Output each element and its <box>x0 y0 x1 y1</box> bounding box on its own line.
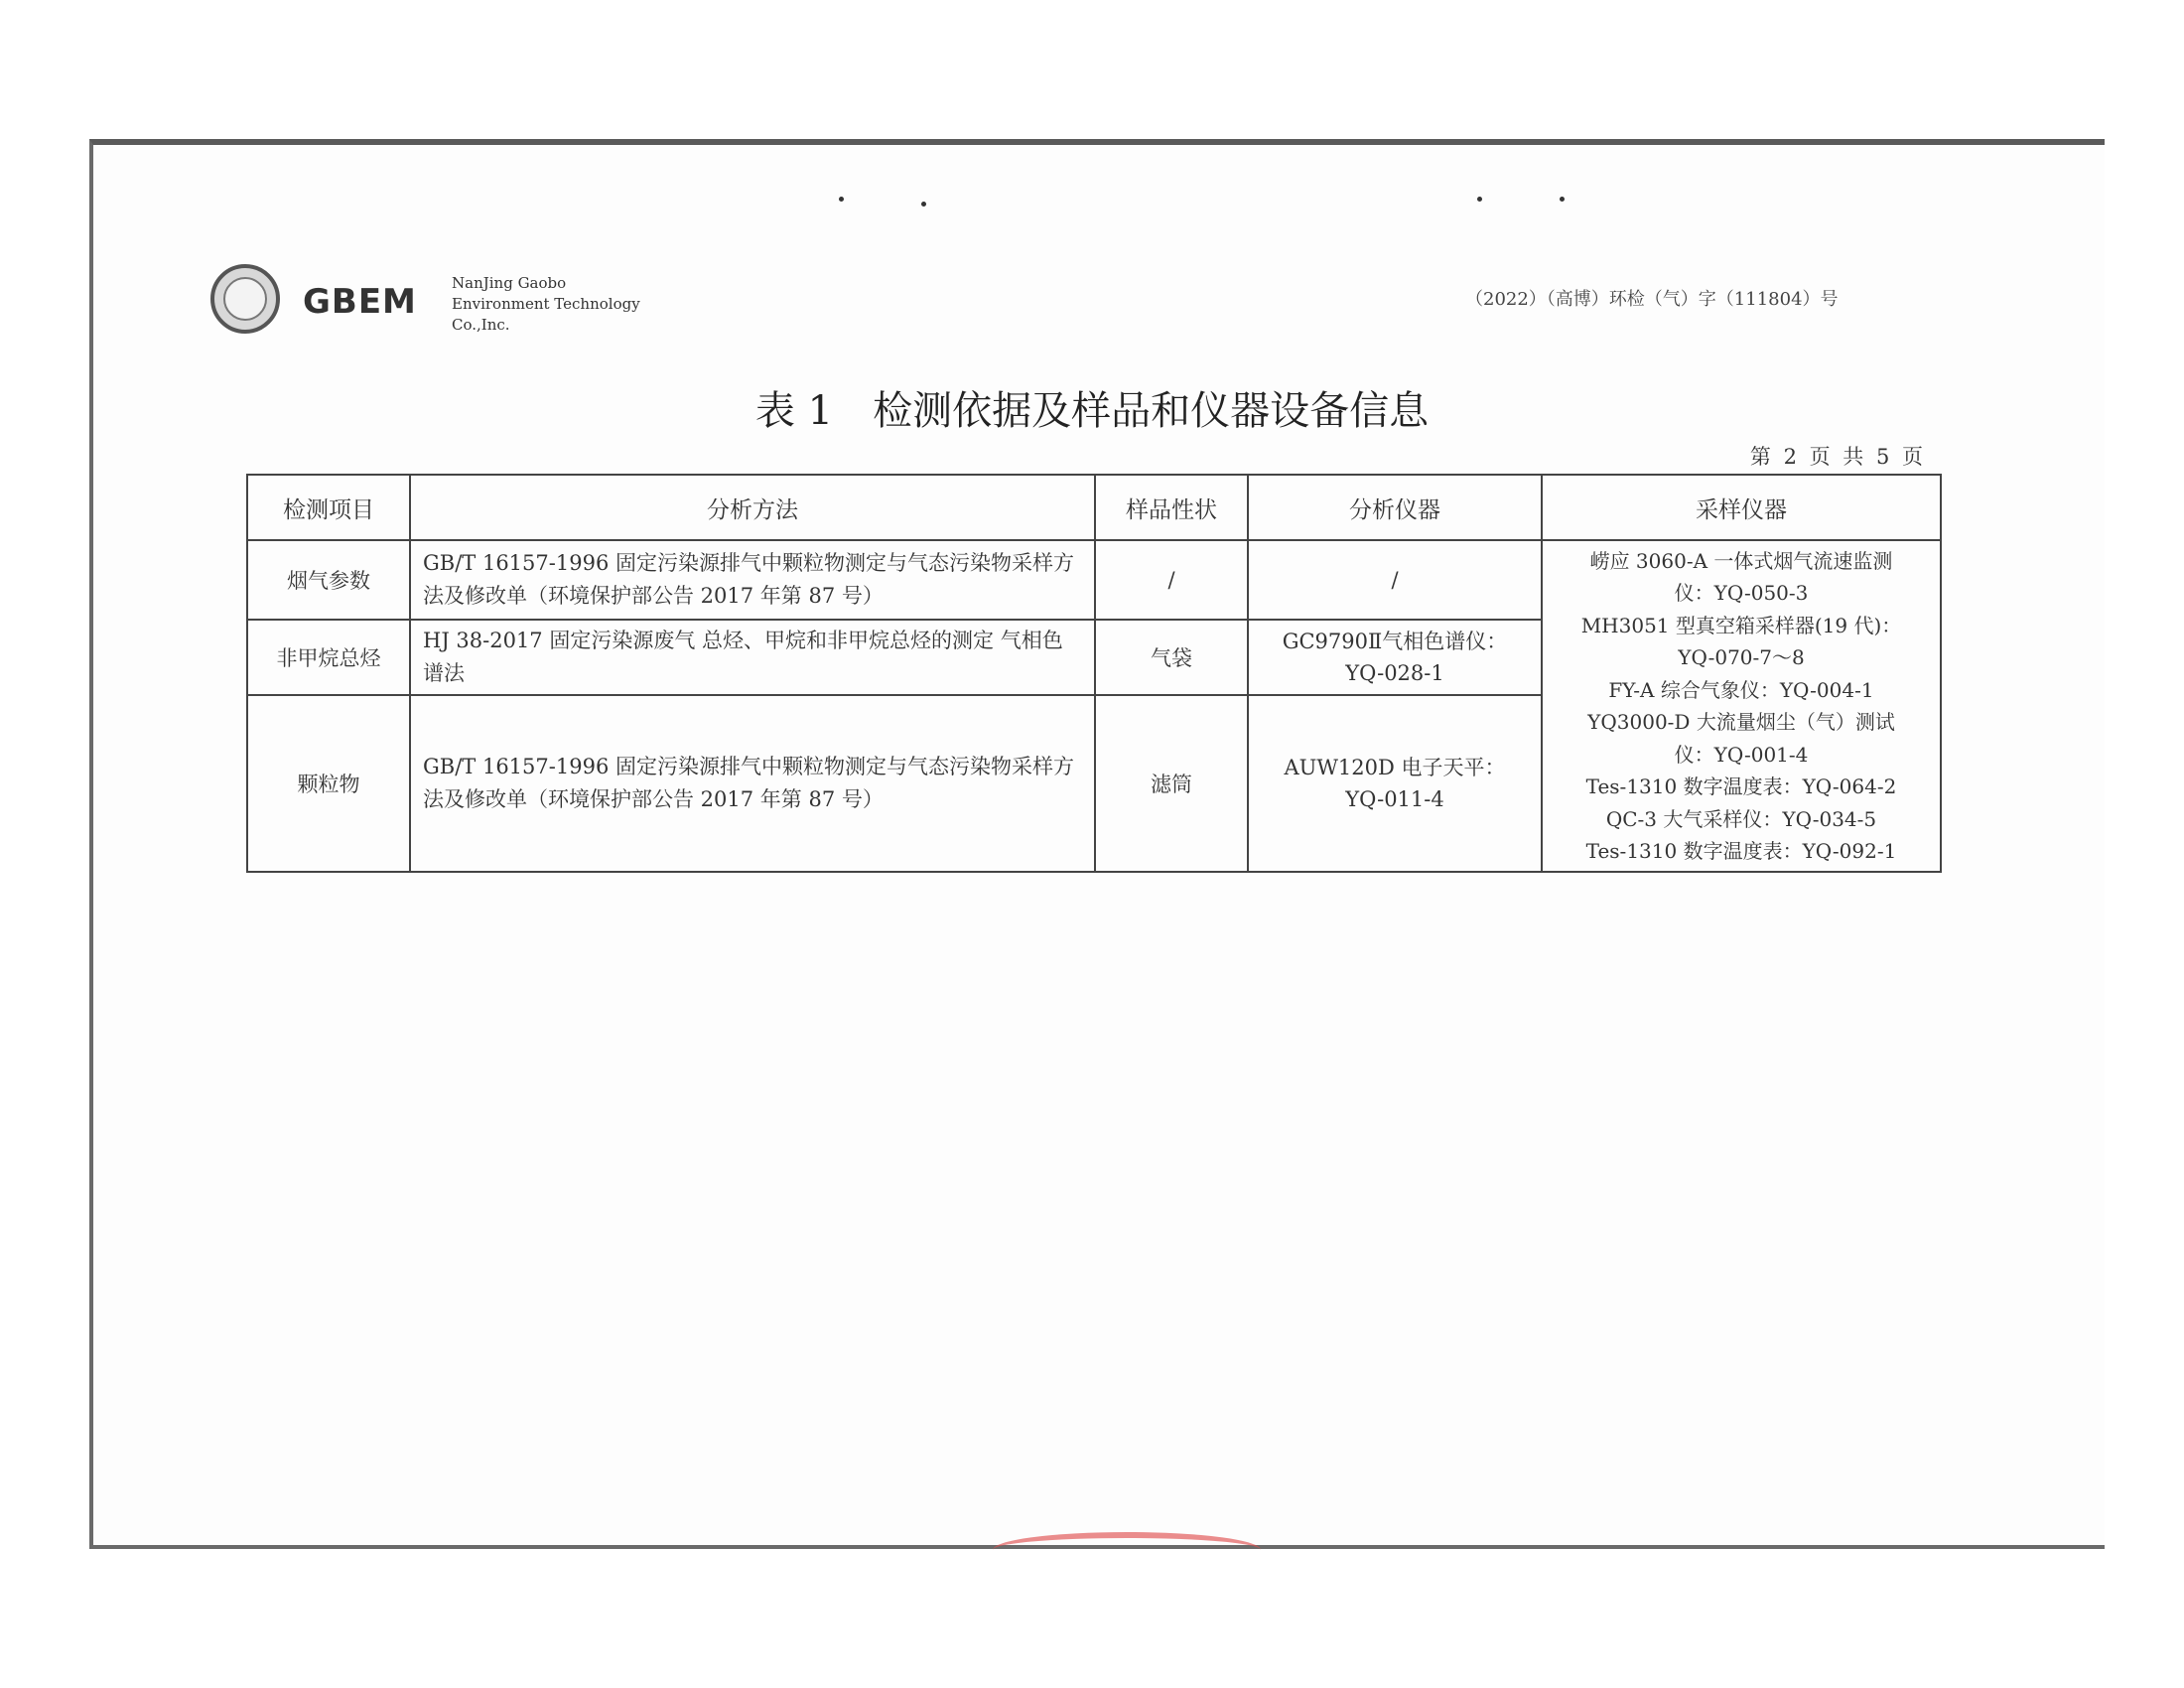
scan-speck <box>839 197 844 202</box>
header-item: 检测项目 <box>247 475 410 540</box>
table-title: 表 1 检测依据及样品和仪器设备信息 <box>754 388 1430 434</box>
sampling-line: Tes-1310 数字温度表：YQ-092-1 <box>1585 839 1897 863</box>
company-line: Co.,Inc. <box>452 316 510 334</box>
sampling-line: QC-3 大气采样仪：YQ-034-5 <box>1605 806 1877 831</box>
header-sample: 样品性状 <box>1095 475 1248 540</box>
company-seal-logo-icon <box>210 264 280 334</box>
document-number: （2022）（高博）环检（气）字（111804）号 <box>1465 289 1839 310</box>
cell-item: 颗粒物 <box>247 695 410 872</box>
cell-analyzer <box>1248 540 1542 620</box>
analyzer-line: YQ-011-4 <box>1345 787 1444 811</box>
analyzer-line: / <box>1391 568 1399 592</box>
cell-method: GB/T 16157-1996 固定污染源排气中颗粒物测定与气态污染物采样方法及修改单（环境保护部公告 2017 年第 87 号） <box>410 540 1095 620</box>
brand-name: GBEM <box>303 282 417 322</box>
cell-sample: 滤筒 <box>1095 695 1248 872</box>
analyzer-line: YQ-028-1 <box>1345 661 1444 685</box>
sampling-line: Tes-1310 数字温度表：YQ-064-2 <box>1585 774 1897 798</box>
company-line: NanJing Gaobo <box>452 274 567 292</box>
header-sampling: 采样仪器 <box>1542 475 1941 540</box>
sampling-line: 仪：YQ-001-4 <box>1674 742 1809 767</box>
cell-sample: / <box>1095 540 1248 620</box>
cell-method: GB/T 16157-1996 固定污染源排气中颗粒物测定与气态污染物采样方法及修改单（环境保护部公告 2017 年第 87 号） <box>410 695 1095 872</box>
scan-speck <box>1477 197 1482 202</box>
sampling-line: 崂应 3060-A 一体式烟气流速监测 <box>1589 548 1893 573</box>
cell-sampling-instruments <box>1542 540 1941 872</box>
sampling-line: 仪：YQ-050-3 <box>1674 581 1809 605</box>
cell-item: 烟气参数 <box>247 540 410 620</box>
header-method: 分析方法 <box>410 475 1095 540</box>
sampling-line: YQ-070-7～8 <box>1678 645 1805 669</box>
sampling-line: MH3051 型真空箱采样器(19 代)： <box>1580 613 1902 637</box>
cell-item: 非甲烷总烃 <box>247 620 410 695</box>
company-line: Environment Technology <box>452 295 640 313</box>
scan-speck <box>1560 197 1565 202</box>
header-analyzer: 分析仪器 <box>1248 475 1542 540</box>
page-indicator: 第 2 页 共 5 页 <box>1749 445 1926 469</box>
sampling-line: YQ3000-D 大流量烟尘（气）测试 <box>1587 710 1895 734</box>
cell-analyzer <box>1248 695 1542 872</box>
detection-info-table <box>246 474 1942 873</box>
table-row <box>247 540 1941 620</box>
cell-method: HJ 38-2017 固定污染源废气 总烃、甲烷和非甲烷总烃的测定 气相色谱法 <box>410 620 1095 695</box>
sampling-line: FY-A 综合气象仪：YQ-004-1 <box>1608 677 1874 702</box>
cell-sample: 气袋 <box>1095 620 1248 695</box>
company-name <box>452 273 640 336</box>
scan-speck <box>921 202 926 207</box>
cell-analyzer <box>1248 620 1542 695</box>
red-seal-stamp-icon <box>993 1532 1261 1568</box>
analyzer-line: AUW120D 电子天平： <box>1284 756 1506 779</box>
analyzer-line: GC9790Ⅱ气相色谱仪： <box>1282 630 1508 653</box>
table-header-row <box>247 475 1941 540</box>
